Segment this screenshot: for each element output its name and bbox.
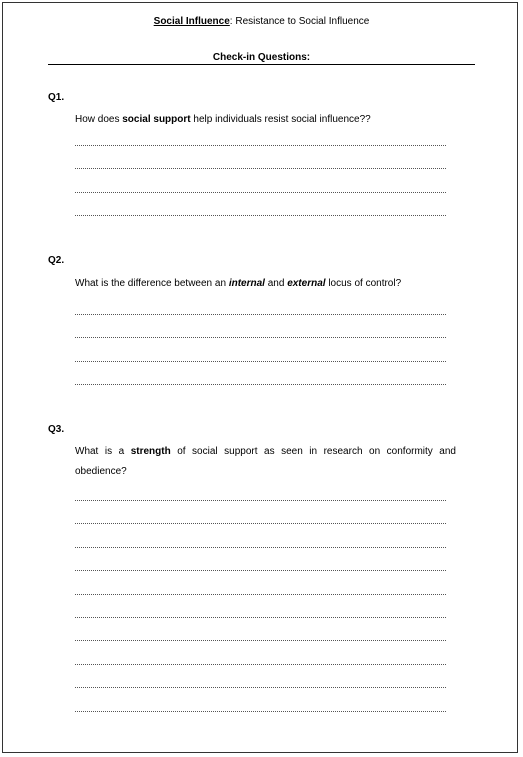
q3-text: [75, 442, 456, 482]
q3-answer-line[interactable]: [75, 640, 446, 641]
q3-answer-line[interactable]: [75, 711, 446, 712]
q1-answer-line[interactable]: [75, 192, 446, 193]
q3-text-line1: [75, 442, 456, 462]
q2-text: [75, 274, 456, 294]
q3-answer-line[interactable]: [75, 687, 446, 688]
q1-answer-line[interactable]: [75, 215, 446, 216]
q2-label: Q2.: [48, 255, 65, 266]
q2-answer-line[interactable]: [75, 361, 446, 362]
q2-answer-line[interactable]: [75, 314, 446, 315]
q3-label: Q3.: [48, 424, 65, 435]
heading-rule: [48, 64, 475, 65]
q1-text-emphasis: social support: [122, 114, 191, 125]
q1-label: Q1.: [48, 92, 65, 103]
q3-answer-line[interactable]: [75, 500, 446, 501]
q2-text-mid: and: [264, 278, 288, 289]
q3-answer-line[interactable]: [75, 664, 446, 665]
q3-text-emphasis: strength: [130, 446, 171, 457]
q2-answer-line[interactable]: [75, 337, 446, 338]
q2-text-external: external: [287, 278, 326, 289]
q2-text-internal: internal: [228, 278, 265, 289]
q1-text-post: help individuals resist social influence??: [190, 114, 371, 125]
q3-text-pre: What is a: [75, 446, 131, 457]
q1-text-pre: How does: [75, 114, 123, 125]
document-title: [0, 16, 523, 27]
q3-text-post1: of social support as seen in research on conformity and: [170, 446, 456, 457]
q2-text-post: locus of control?: [325, 278, 402, 289]
q2-answer-line[interactable]: [75, 384, 446, 385]
q3-answer-line[interactable]: [75, 617, 446, 618]
title-topic: Social Influence: [153, 16, 230, 27]
q1-text: [75, 110, 456, 130]
q3-answer-line[interactable]: [75, 570, 446, 571]
q3-answer-line[interactable]: [75, 523, 446, 524]
q3-text-line2: obedience?: [75, 466, 127, 477]
q1-answer-line[interactable]: [75, 168, 446, 169]
q3-answer-line[interactable]: [75, 547, 446, 548]
section-heading: Check-in Questions:: [212, 52, 311, 63]
q1-answer-line[interactable]: [75, 145, 446, 146]
q3-answer-line[interactable]: [75, 594, 446, 595]
title-subtopic: : Resistance to Social Influence: [229, 16, 370, 27]
q2-text-pre: What is the difference between an: [75, 278, 229, 289]
